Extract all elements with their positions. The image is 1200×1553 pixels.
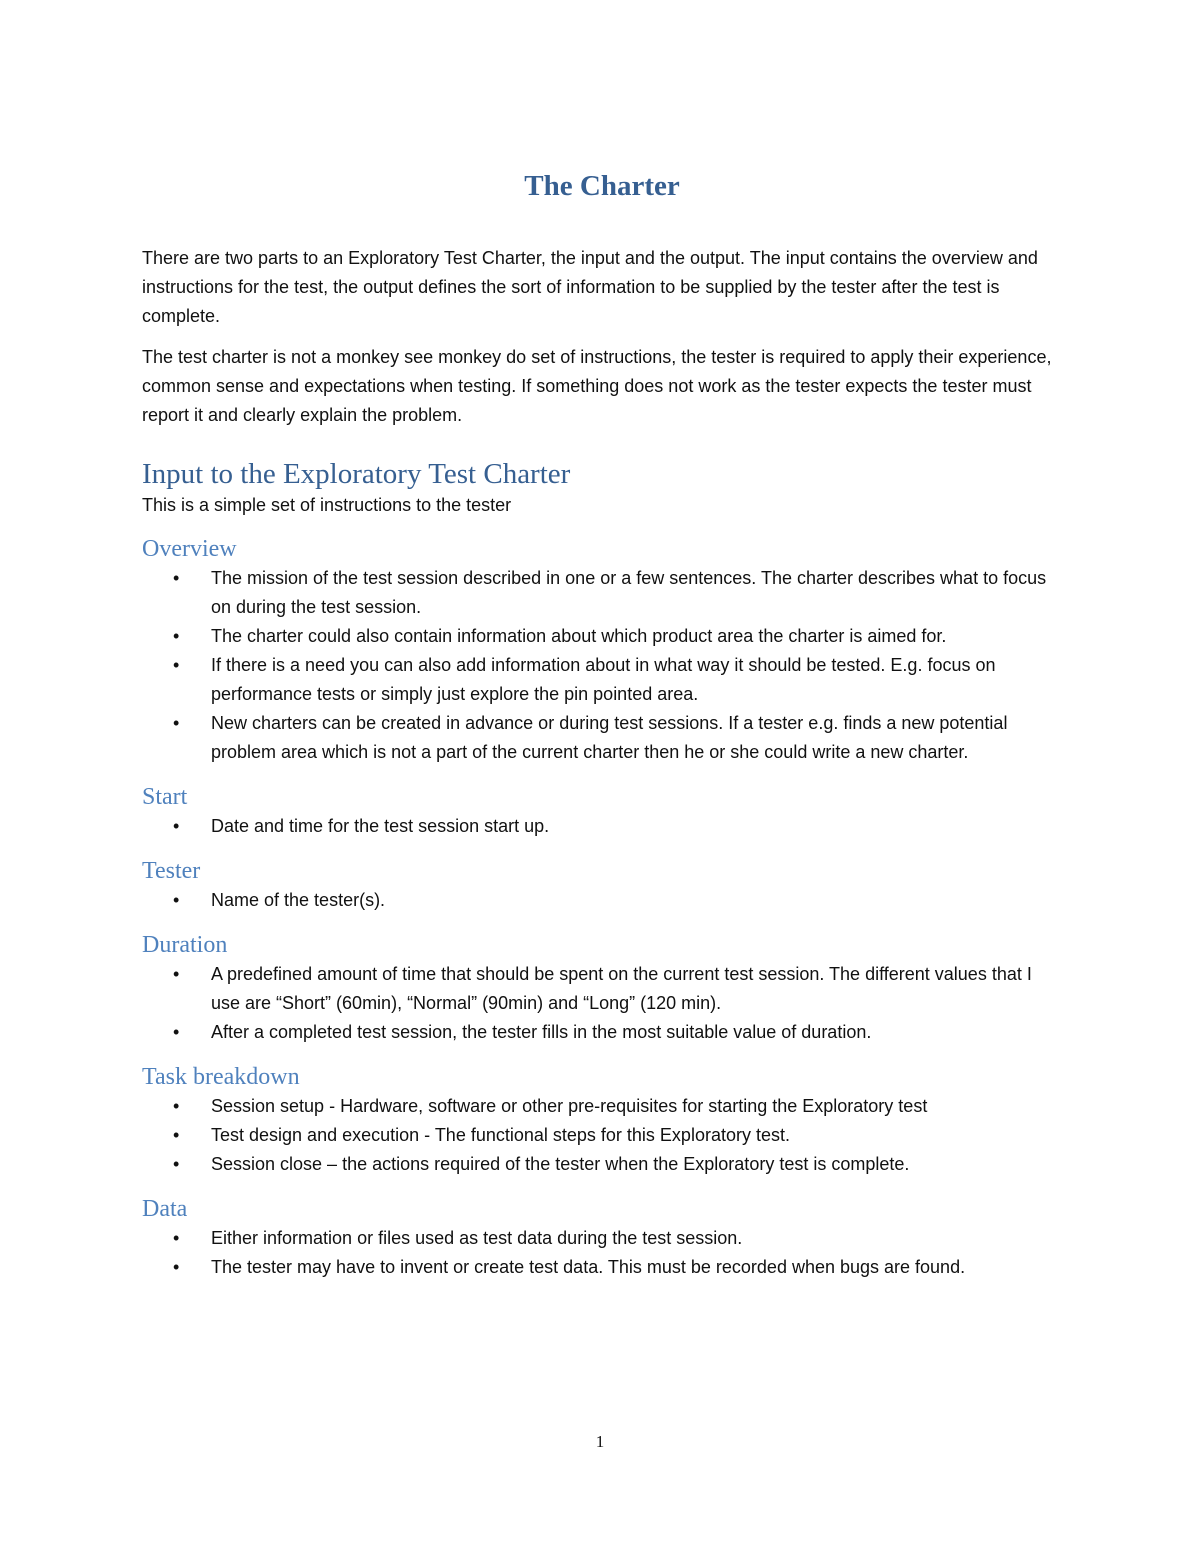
- section-subtitle: This is a simple set of instructions to the tester: [142, 495, 512, 515]
- subsection-heading: Start: [142, 784, 188, 810]
- list-item-text: The charter could also contain information about which product area the charter is aimed for.: [211, 626, 947, 646]
- bullet-icon: •: [173, 655, 180, 675]
- document-title: The Charter: [524, 170, 680, 202]
- bullet-icon: •: [173, 1096, 180, 1116]
- list-item: [142, 1253, 1062, 1282]
- list-item-text: Date and time for the test session start up.: [211, 816, 550, 836]
- sections-container: [142, 534, 1062, 1282]
- subsection-heading: Duration: [142, 932, 228, 958]
- intro-paragraph-2: The test charter is not a monkey see monkey do set of instructions, the tester is required to apply their experience, common sense and expectations when testing. If something does not work as the tester expects the tester must report it and clearly explain the problem.: [142, 347, 1052, 425]
- subsection: [142, 930, 1062, 1047]
- bullet-list: [142, 812, 1062, 841]
- bullet-icon: •: [173, 816, 180, 836]
- bullet-icon: •: [173, 964, 180, 984]
- list-item-text: Name of the tester(s).: [211, 890, 386, 910]
- bullet-icon: •: [173, 713, 180, 733]
- subsection-heading: Data: [142, 1196, 188, 1222]
- list-item-text: New charters can be created in advance or during test sessions. If a tester e.g. finds a new potential problem area which is not a part of the current charter then he or she could write a new charter.: [211, 713, 1008, 762]
- bullet-icon: •: [173, 890, 180, 910]
- list-item: [142, 651, 1062, 709]
- bullet-icon: •: [173, 568, 180, 588]
- subsection: [142, 534, 1062, 767]
- list-item-text: Test design and execution - The functional steps for this Exploratory test.: [211, 1125, 790, 1145]
- page-content: [142, 166, 1062, 1282]
- bullet-icon: •: [173, 1022, 180, 1042]
- subsection: [142, 1062, 1062, 1179]
- list-item: [142, 1224, 1062, 1253]
- section-heading: Input to the Exploratory Test Charter: [142, 458, 571, 490]
- bullet-list: [142, 960, 1062, 1047]
- subsection: [142, 856, 1062, 915]
- subsection: [142, 1194, 1062, 1282]
- list-item: [142, 1092, 1062, 1121]
- bullet-list: [142, 1092, 1062, 1179]
- bullet-list: [142, 564, 1062, 767]
- bullet-list: [142, 886, 1062, 915]
- list-item: [142, 812, 1062, 841]
- bullet-icon: •: [173, 1125, 180, 1145]
- bullet-icon: •: [173, 1154, 180, 1174]
- page-number: 1: [595, 1432, 605, 1451]
- list-item: [142, 1018, 1062, 1047]
- intro-paragraph-1: There are two parts to an Exploratory Test Charter, the input and the output. The input contains the overview and instructions for the test, the output defines the sort of information to be supplied by the tester after the test is complete.: [142, 248, 1038, 326]
- list-item: [142, 886, 1062, 915]
- list-item-text: A predefined amount of time that should be spent on the current test session. The different values that I use are “Short” (60min), “Normal” (90min) and “Long” (120 min).: [211, 964, 1032, 1013]
- subsection-heading: Task breakdown: [142, 1064, 300, 1090]
- list-item-text: Session close – the actions required of the tester when the Exploratory test is complete.: [211, 1154, 910, 1174]
- list-item: [142, 1150, 1062, 1179]
- list-item: [142, 709, 1062, 767]
- list-item-text: The tester may have to invent or create test data. This must be recorded when bugs are found.: [211, 1257, 966, 1277]
- list-item: [142, 622, 1062, 651]
- list-item: [142, 564, 1062, 622]
- list-item-text: If there is a need you can also add information about in what way it should be tested. E.g. focus on performance tests or simply just explore the pin pointed area.: [211, 655, 996, 704]
- subsection-heading: Overview: [142, 536, 237, 562]
- subsection: [142, 782, 1062, 841]
- list-item-text: Either information or files used as test data during the test session.: [211, 1228, 743, 1248]
- list-item-text: After a completed test session, the tester fills in the most suitable value of duration.: [211, 1022, 872, 1042]
- list-item: [142, 960, 1062, 1018]
- subsection-heading: Tester: [142, 858, 201, 884]
- list-item: [142, 1121, 1062, 1150]
- bullet-list: [142, 1224, 1062, 1282]
- list-item-text: The mission of the test session described in one or a few sentences. The charter describes what to focus on during the test session.: [211, 568, 1047, 617]
- bullet-icon: •: [173, 626, 180, 646]
- list-item-text: Session setup - Hardware, software or other pre-requisites for starting the Exploratory test: [211, 1096, 928, 1116]
- bullet-icon: •: [173, 1228, 180, 1248]
- bullet-icon: •: [173, 1257, 180, 1277]
